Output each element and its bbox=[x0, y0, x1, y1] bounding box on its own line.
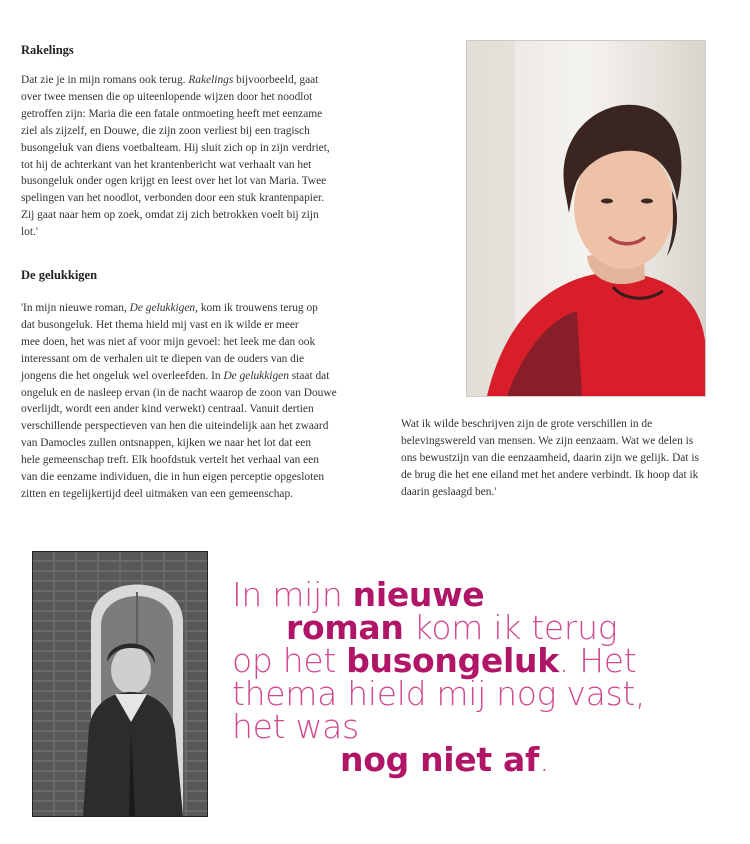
author-doorway-photo bbox=[32, 551, 208, 817]
book-title: De gelukkigen, bbox=[129, 302, 198, 314]
rakelings-line bbox=[21, 190, 330, 207]
rakelings-line bbox=[21, 157, 330, 174]
quote-text: op het bbox=[232, 641, 347, 680]
belevingswereld-line: ons bewustzijn van die eenzaamheid, daarin zijn we gelijk. Dat is bbox=[401, 451, 699, 464]
gelukkigen-line bbox=[21, 317, 337, 334]
quote-line-6 bbox=[340, 740, 747, 779]
rakelings-line bbox=[21, 140, 330, 157]
text-segment: verschillende perspectieven van hen die uiteindelijk aan het zwaard bbox=[21, 420, 329, 433]
rakelings-line bbox=[21, 173, 330, 190]
gelukkigen-line bbox=[21, 334, 337, 351]
text-segment: Dat zie je in mijn romans ook terug. bbox=[21, 74, 189, 86]
author-portrait-photo bbox=[466, 40, 706, 397]
quote-highlight: nieuwe bbox=[352, 575, 485, 614]
text-segment: interessant om de verhalen uit te diepen van de ouders van die bbox=[21, 352, 305, 365]
paragraph-belevingswereld bbox=[401, 416, 699, 501]
rakelings-line bbox=[21, 89, 330, 106]
gelukkigen-line bbox=[21, 435, 337, 452]
paragraph-de-gelukkigen bbox=[21, 300, 337, 503]
portrait-illustration bbox=[467, 41, 705, 396]
quote-text: . Het bbox=[558, 641, 637, 680]
rakelings-line bbox=[21, 207, 330, 224]
text-segment: busongeluk van diens voetbalteam. Hij sluit zich op in zijn verdriet, bbox=[21, 141, 330, 154]
text-segment: ziel als zijzelf, en Douwe, die zijn zoon verliest bij een tragisch bbox=[21, 124, 310, 137]
rakelings-line bbox=[21, 224, 330, 241]
pull-quote bbox=[232, 575, 747, 779]
text-segment: zitten en tegelijkertijd deel uitmaken van een gemeenschap. bbox=[21, 487, 293, 500]
text-segment: getroffen zijn: Maria die een fatale ontmoeting heeft met eenzame bbox=[21, 107, 323, 120]
heading-de-gelukkigen: De gelukkigen bbox=[21, 268, 98, 282]
quote-highlight: roman bbox=[286, 608, 404, 647]
paragraph-rakelings bbox=[21, 72, 330, 241]
text-segment: dat busongeluk. Het thema hield mij vast en ik wilde er meer bbox=[21, 318, 299, 331]
gelukkigen-line bbox=[21, 300, 337, 317]
quote-text: kom ik terug bbox=[403, 608, 618, 647]
text-segment: over twee mensen die op uiteenlopende wijzen door het noodlot bbox=[21, 90, 313, 103]
quote-text: In mijn bbox=[232, 575, 353, 614]
doorway-illustration bbox=[33, 552, 207, 816]
text-segment: jongens die het ongeluk wel overleefden. In bbox=[21, 369, 224, 382]
belevingswereld-line: Wat ik wilde beschrijven zijn de grote verschillen in de bbox=[401, 418, 653, 430]
belevingswereld-line: belevingswereld van mensen. We zijn eenzaam. Wat we delen is bbox=[401, 434, 694, 447]
quote-highlight: busongeluk bbox=[346, 641, 559, 680]
text-segment: van die eenzame individuen, die in hun eigen perceptie opgesloten bbox=[21, 471, 325, 484]
gelukkigen-line bbox=[21, 368, 337, 385]
quote-line-2 bbox=[286, 608, 747, 647]
gelukkigen-line bbox=[21, 418, 337, 435]
quote-highlight: nog niet af bbox=[340, 740, 540, 779]
rakelings-line bbox=[21, 106, 330, 123]
belevingswereld-line: de brug die het ene eiland met het andere verbindt. Ik hoop dat ik bbox=[401, 468, 699, 481]
text-segment: spelingen van het noodlot, verbonden door een stuk krantenpapier. bbox=[21, 192, 325, 205]
quote-line-1 bbox=[232, 575, 747, 614]
quote-line-4: thema hield mij nog vast, bbox=[232, 674, 646, 713]
text-segment: busongeluk onder ogen krijgt en leest over het lot van Maria. Twee bbox=[21, 175, 327, 188]
text-segment: tot hij de achterkant van het krantenbericht wat verhaalt van het bbox=[21, 158, 312, 171]
quote-line-3 bbox=[232, 641, 747, 680]
gelukkigen-line bbox=[21, 351, 337, 368]
gelukkigen-line bbox=[21, 486, 337, 503]
rakelings-line bbox=[21, 123, 330, 140]
book-title: Rakelings bbox=[188, 74, 234, 86]
text-segment: van Damocles zullen ontsnappen, kijken we naar het lot dat een bbox=[21, 437, 312, 450]
text-segment: Zij gaat naar hem op zoek, omdat zij zich betrokken voelt bij zijn bbox=[21, 209, 319, 222]
text-segment: bijvoorbeeld, gaat bbox=[233, 74, 319, 86]
text-segment: lot.' bbox=[21, 226, 38, 239]
text-segment: 'In mijn nieuwe roman, bbox=[21, 302, 130, 314]
gelukkigen-line bbox=[21, 452, 337, 469]
quote-line-5: het was bbox=[232, 707, 359, 746]
text-segment: mee doen, het was niet af voor mijn gevoel: het leek me dan ook bbox=[21, 335, 316, 348]
text-segment: kom ik trouwens terug op bbox=[197, 302, 318, 314]
rakelings-line bbox=[21, 72, 330, 89]
text-segment: ongeluk en de nasleep ervan (in de nacht waarop de zoon van Douwe bbox=[21, 386, 337, 399]
text-segment: staat dat bbox=[288, 369, 330, 382]
gelukkigen-line bbox=[21, 385, 337, 402]
text-segment: hele gemeenschap treft. Elk hoofdstuk vertelt het verhaal van een bbox=[21, 454, 319, 467]
belevingswereld-line: daarin geslaagd ben.' bbox=[401, 485, 497, 498]
heading-rakelings: Rakelings bbox=[21, 43, 74, 57]
text-segment: overlijdt, wordt een ander kind verwekt) centraal. Vanuit dertien bbox=[21, 403, 314, 416]
gelukkigen-line bbox=[21, 401, 337, 418]
quote-text: . bbox=[539, 740, 550, 779]
gelukkigen-line bbox=[21, 469, 337, 486]
book-title: De gelukkigen bbox=[223, 369, 289, 382]
